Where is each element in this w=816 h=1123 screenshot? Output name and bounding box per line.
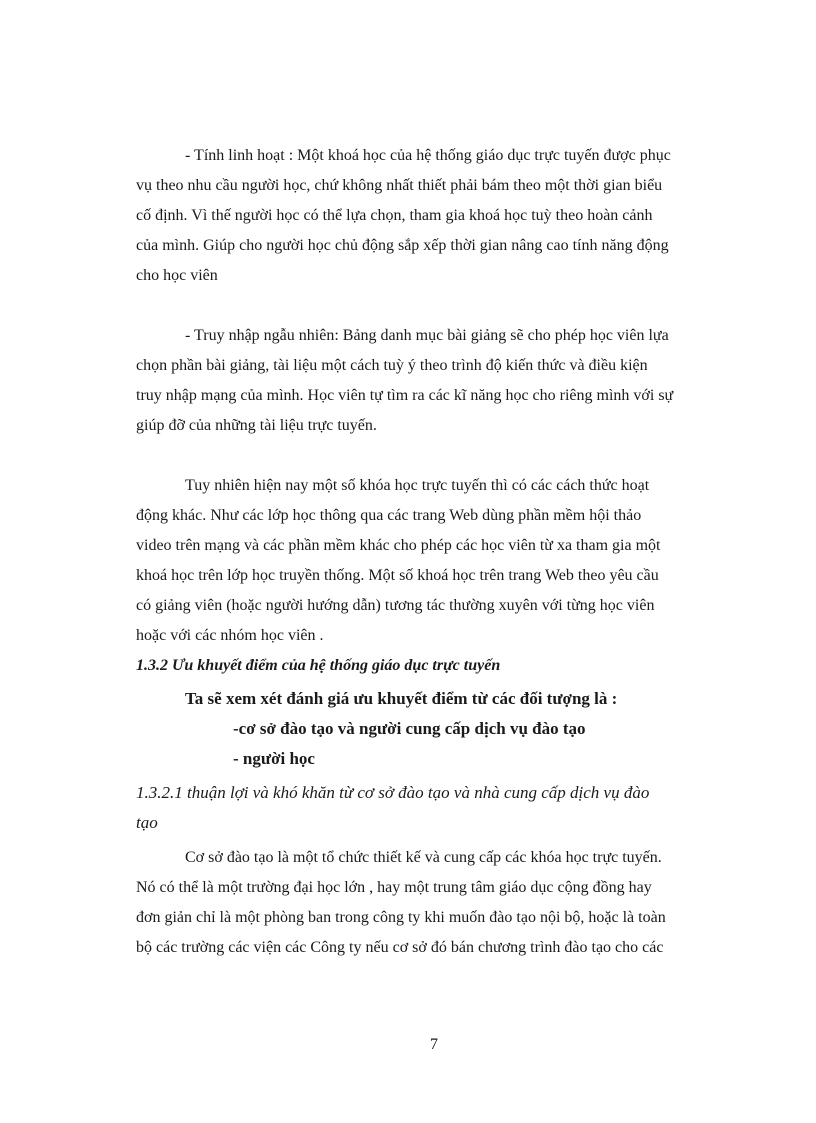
text-line: của mình. Giúp cho người học chủ động sắp xếp thời gian nâng cao tính năng động xyxy=(136,237,669,254)
subheading-line: tạo xyxy=(136,813,158,832)
text-line: có giảng viên (hoặc người hướng dẫn) tương tác thường xuyên với từng học viên xyxy=(136,597,655,614)
text-line: đơn giản chỉ là một phòng ban trong công ty khi muốn đào tạo nội bộ, hoặc là toàn xyxy=(136,909,666,926)
text-line: Nó có thể là một trường đại học lớn , hay một trung tâm giáo dục cộng đồng hay xyxy=(136,879,652,896)
subheading-line: 1.3.2.1 thuận lợi và khó khăn từ cơ sở đào tạo và nhà cung cấp dịch vụ đào xyxy=(136,783,650,802)
bullet-item: -cơ sở đào tạo và người cung cấp dịch vụ đào tạo xyxy=(233,719,586,738)
text-line: video trên mạng và các phần mềm khác cho phép các học viên từ xa tham gia một xyxy=(136,537,661,554)
text-line: bộ các trường các viện các Công ty nếu cơ sở đó bán chương trình đào tạo cho các xyxy=(136,939,664,956)
text-line: - Truy nhập ngẫu nhiên: Bảng danh mục bài giảng sẽ cho phép học viên lựa xyxy=(185,327,669,344)
bold-intro: Ta sẽ xem xét đánh giá ưu khuyết điểm từ các đối tượng là : xyxy=(185,689,618,708)
text-line: giúp đỡ của những tài liệu trực tuyến. xyxy=(136,417,377,434)
text-line: vụ theo nhu cầu người học, chứ không nhất thiết phải bám theo một thời gian biểu xyxy=(136,177,663,194)
page-number: 7 xyxy=(430,1036,438,1053)
text-line: chọn phần bài giảng, tài liệu một cách tuỳ ý theo trình độ kiến thức và điều kiện xyxy=(136,357,648,374)
text-line: truy nhập mạng của mình. Học viên tự tìm ra các kĩ năng học cho riêng mình với sự xyxy=(136,387,674,404)
text-line: hoặc với các nhóm học viên . xyxy=(136,627,324,644)
text-line: Tuy nhiên hiện nay một số khóa học trực tuyến thì có các cách thức hoạt xyxy=(185,477,650,494)
text-line: Cơ sở đào tạo là một tổ chức thiết kế và cung cấp các khóa học trực tuyến. xyxy=(185,849,662,866)
section-heading: 1.3.2 Ưu khuyết điểm của hệ thống giáo dục trực tuyến xyxy=(136,657,501,674)
text-line: - Tính linh hoạt : Một khoá học của hệ thống giáo dục trực tuyến được phục xyxy=(185,147,671,164)
text-line: cho học viên xyxy=(136,267,218,284)
text-line: khoá học trên lớp học truyền thống. Một số khoá học trên trang Web theo yêu cầu xyxy=(136,567,659,584)
text-line: động khác. Như các lớp học thông qua các trang Web dùng phần mềm hội thảo xyxy=(136,507,642,524)
text-line: cố định. Vì thế người học có thể lựa chọn, tham gia khoá học tuỳ theo hoàn cảnh xyxy=(136,207,653,224)
bullet-item: - người học xyxy=(233,749,315,768)
